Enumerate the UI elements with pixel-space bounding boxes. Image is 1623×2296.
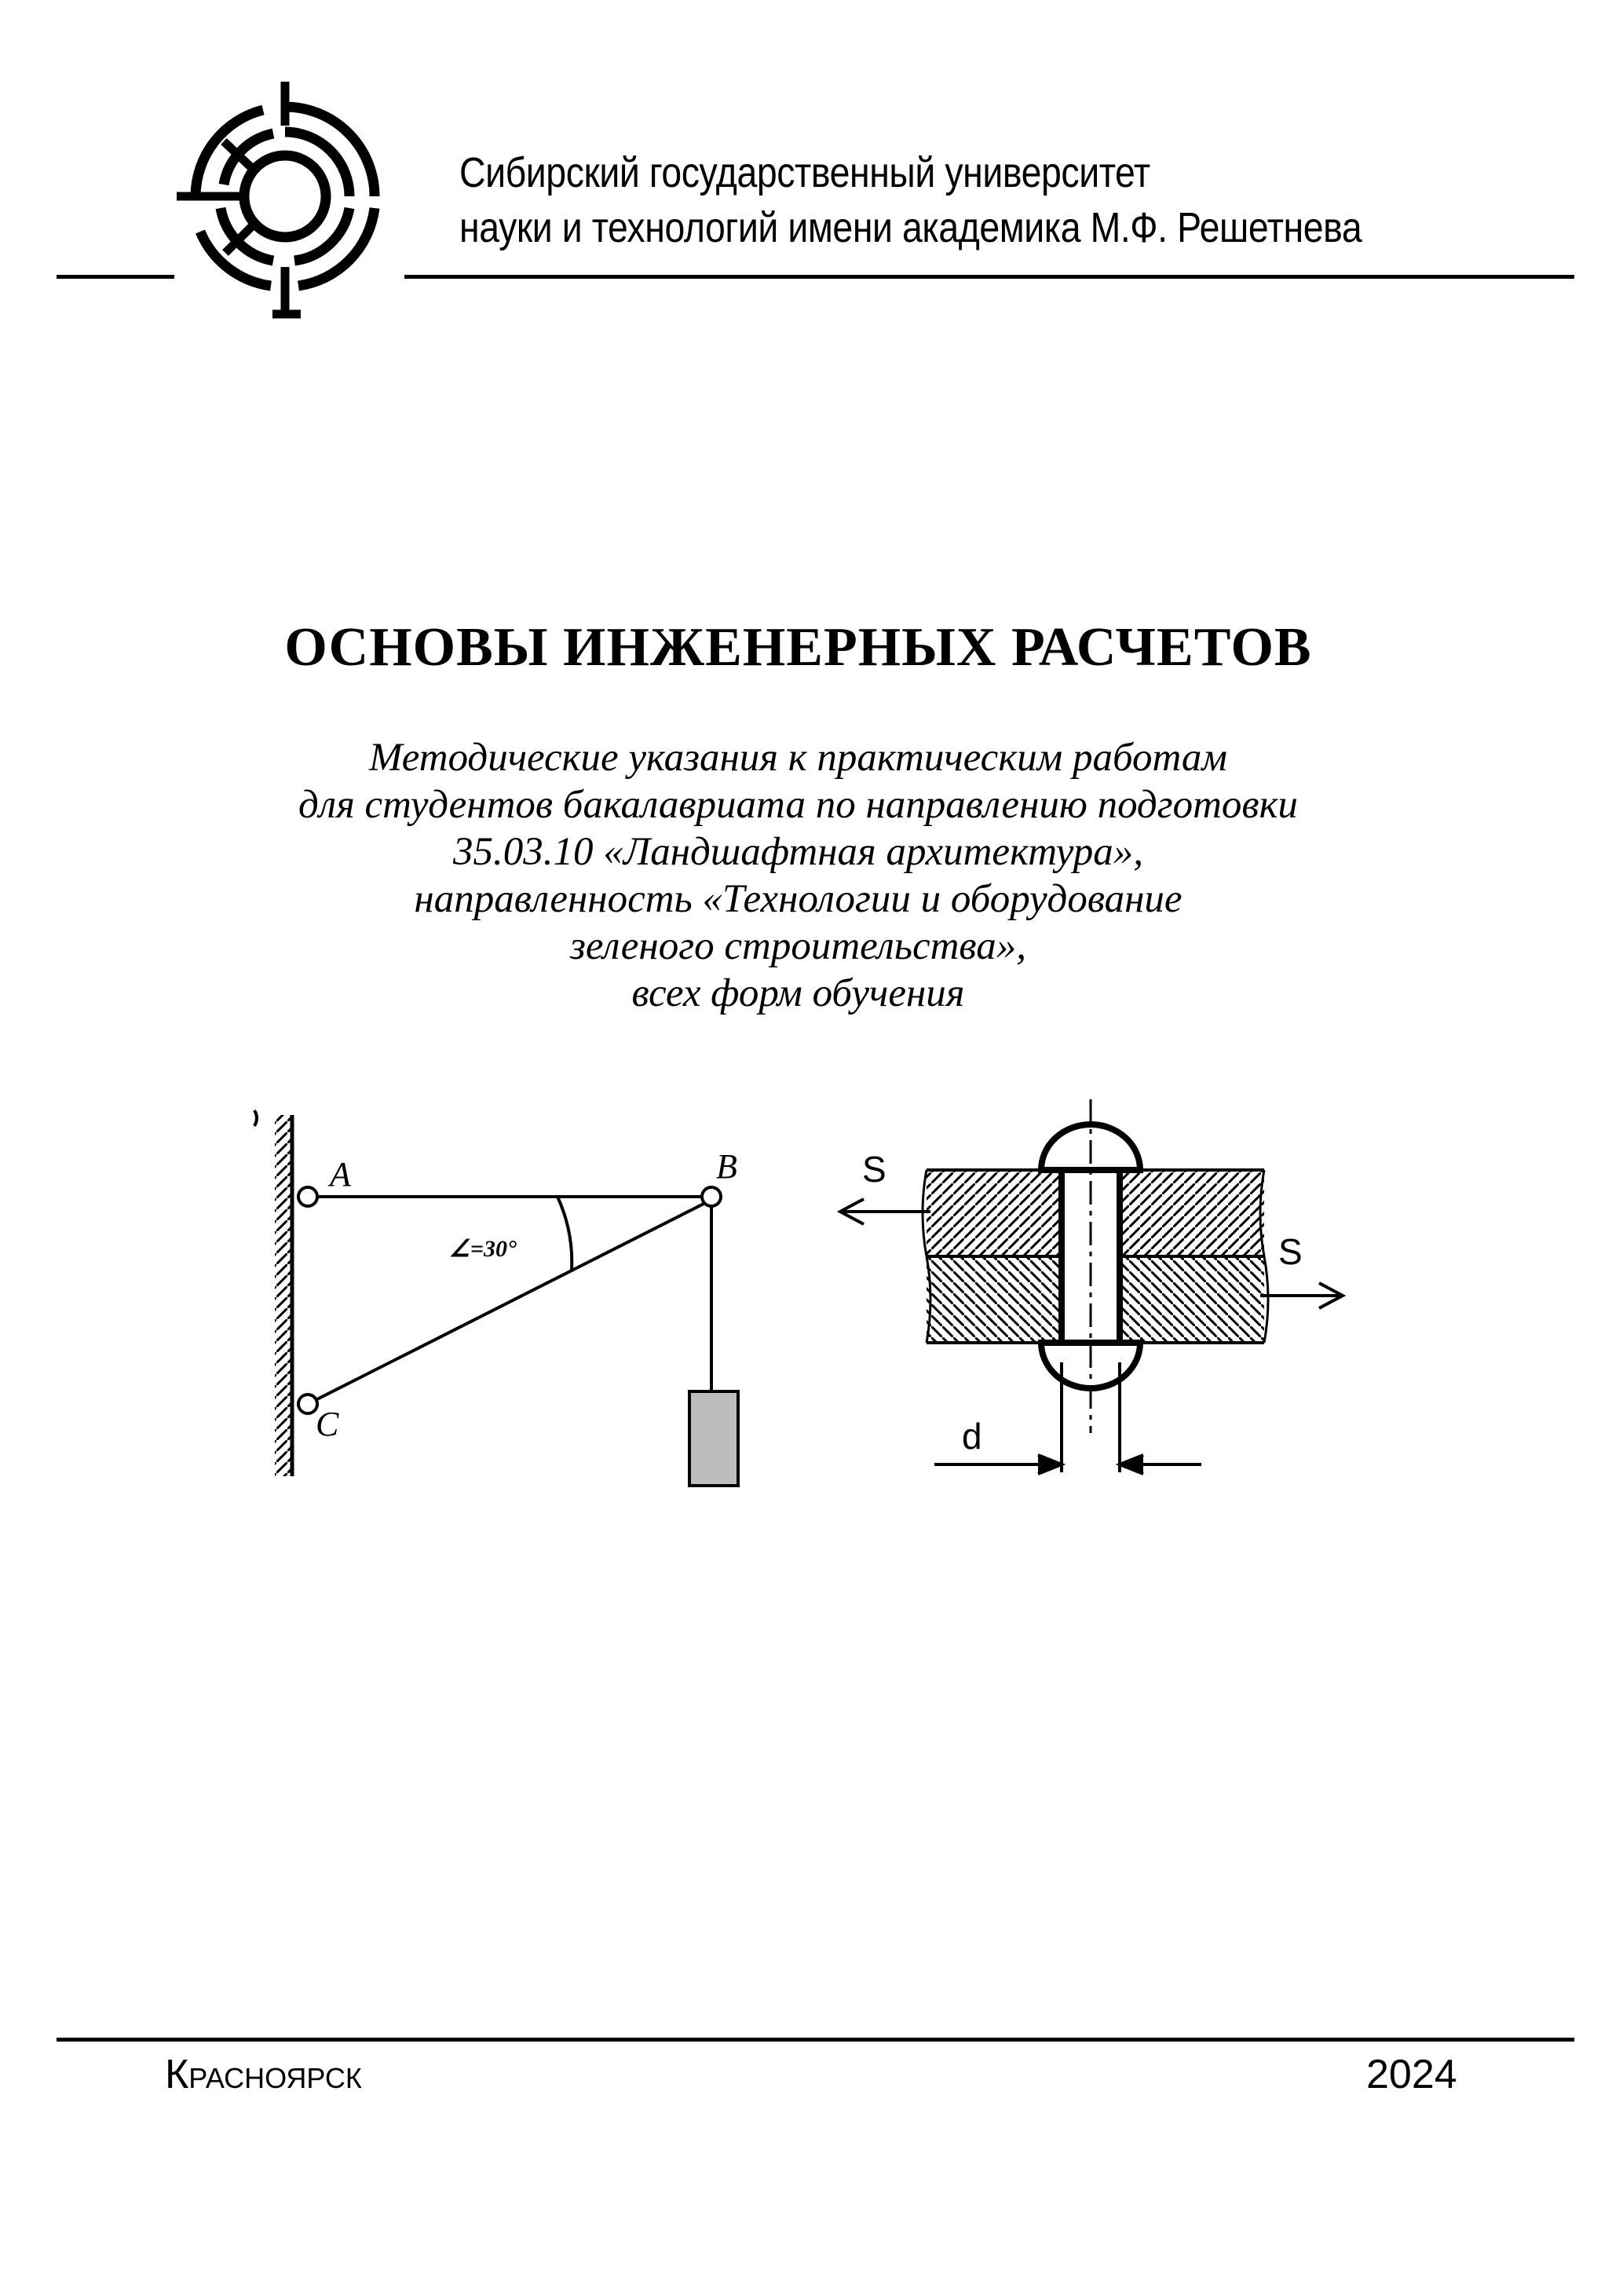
bracket-rods [308, 1197, 711, 1404]
force-left-label: S [862, 1149, 886, 1190]
university-name-line1: Сибирский государственный университет [459, 149, 1150, 196]
point-b-label: B [716, 1147, 737, 1186]
university-name-line2: науки и технологий имени академика М.Ф. Решетнева [459, 204, 1362, 251]
bracket-diagram [243, 1099, 793, 1508]
university-logo [169, 79, 397, 330]
weight [689, 1391, 738, 1486]
document-subtitle [0, 734, 1596, 1017]
subtitle-line: для студентов бакалавриата по направлению подготовки [298, 783, 1298, 827]
header-rule-right [404, 275, 1574, 279]
diameter-label: d [962, 1416, 982, 1457]
year: 2024 [1366, 2052, 1457, 2097]
university-name [459, 145, 1362, 255]
city: Красноярск [165, 2052, 362, 2097]
point-c-label: C [316, 1405, 339, 1443]
angle-label: ∠=30° [449, 1236, 517, 1262]
subtitle-line: всех форм обучения [631, 971, 965, 1015]
subtitle-line: направленность «Технологии и оборудование [414, 877, 1183, 921]
header-rule-left [57, 275, 174, 279]
wall [254, 1110, 292, 1476]
force-right-label: S [1278, 1231, 1303, 1272]
rivet-diagram [832, 1095, 1366, 1504]
subtitle-line: Методические указания к практическим работам [369, 736, 1227, 780]
subtitle-line: зеленого строительства», [570, 924, 1026, 968]
document-title: ОСНОВЫ ИНЖЕНЕРНЫХ РАСЧЕТОВ [284, 617, 1312, 678]
point-a-label: A [330, 1155, 351, 1194]
footer-rule [57, 2038, 1574, 2042]
subtitle-line: 35.03.10 «Ландшафтная архитектура», [452, 830, 1144, 874]
